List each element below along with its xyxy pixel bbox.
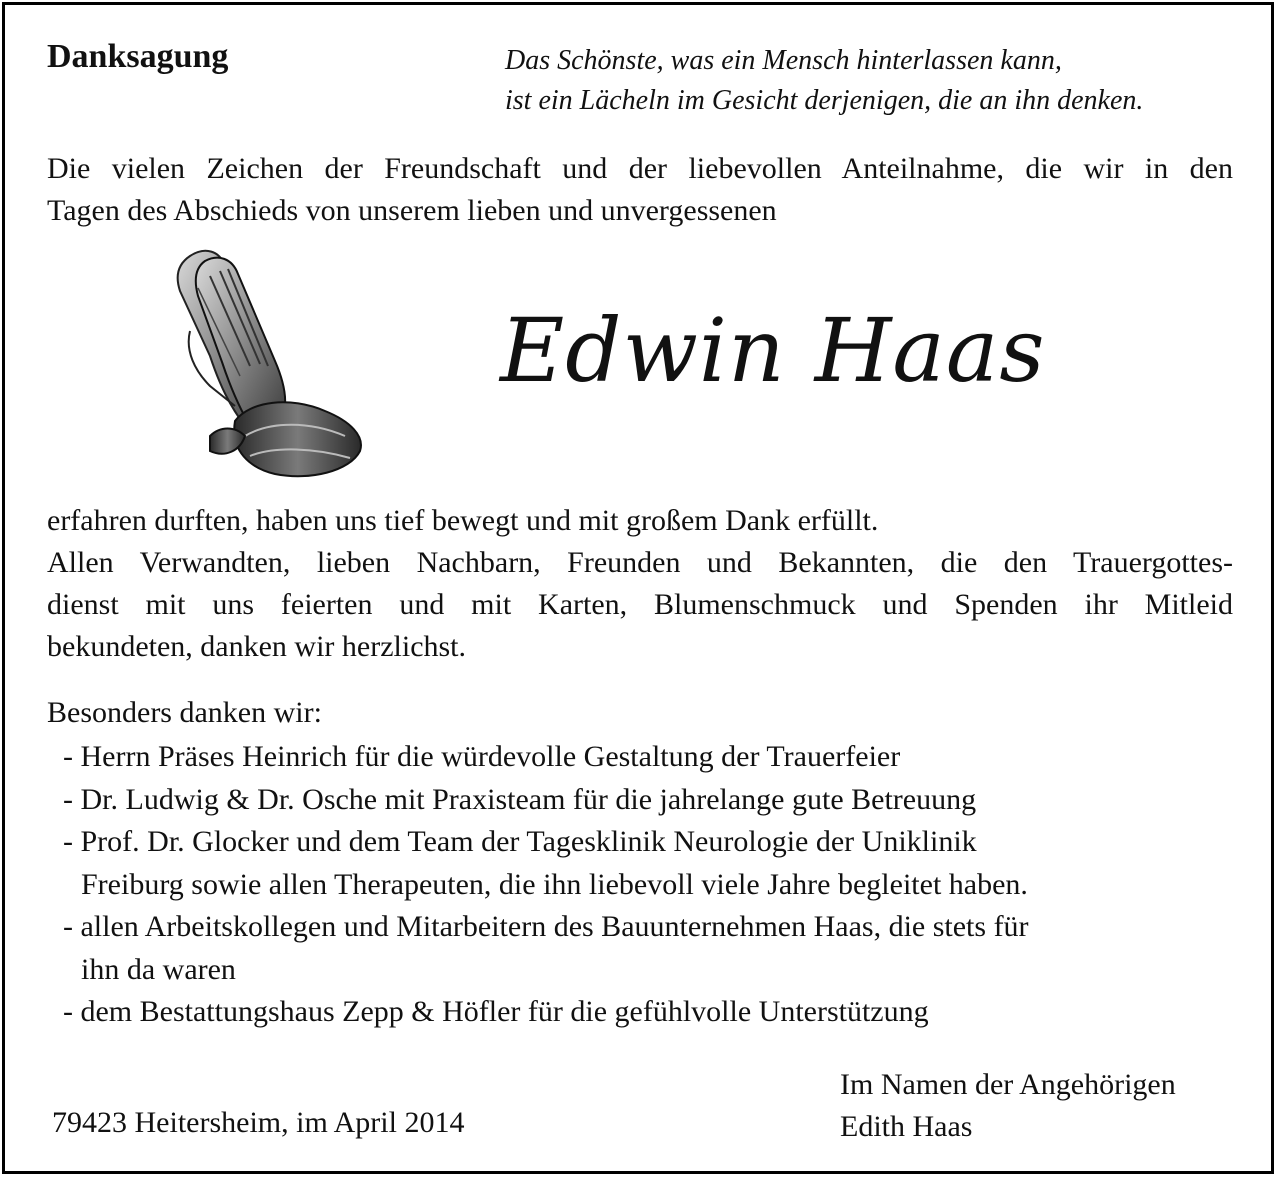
heading-title: Danksagung — [47, 38, 229, 75]
intro-line: Tagen des Abschieds von unserem lieben und unvergessenen — [47, 194, 777, 227]
body-line: Allen Verwandten, lieben Nachbarn, Freunden und Bekannten, die den Trauergottes- — [47, 546, 1233, 579]
signature-line: Edith Haas — [840, 1110, 973, 1143]
thanks-title: Besonders danken wir: — [47, 696, 322, 729]
list-item: - Dr. Ludwig & Dr. Osche mit Praxisteam für die jahrelange gute Betreuung — [63, 782, 977, 816]
list-item: Freiburg sowie allen Therapeuten, die ihn liebevoll viele Jahre begleitet haben. — [81, 867, 1028, 901]
signature-line: Im Namen der Angehörigen — [840, 1068, 1176, 1101]
body-line: dienst mit uns feierten und mit Karten, Blumenschmuck und Spenden ihr Mitleid — [47, 588, 1233, 621]
signature-block — [840, 1064, 1176, 1148]
intro-line: Die vielen Zeichen der Freundschaft und der liebevollen Anteilnahme, die wir in den — [47, 152, 1233, 185]
list-item: - allen Arbeitskollegen und Mitarbeitern des Bauunternehmen Haas, die stets für — [63, 910, 1029, 943]
deceased-name: Edwin Haas — [500, 299, 1046, 402]
body-paragraph — [47, 500, 1233, 668]
quote-line: Das Schönste, was ein Mensch hinterlassen kann, — [505, 45, 1062, 76]
list-item: - dem Bestattungshaus Zepp & Höfler für die gefühlvolle Unterstützung — [63, 995, 929, 1028]
praying-hands-icon — [150, 236, 400, 496]
body-line: erfahren durften, haben uns tief bewegt und mit großem Dank erfüllt. — [47, 504, 879, 537]
body-line: bekundeten, danken wir herzlichst. — [47, 630, 467, 663]
list-item: ihn da waren — [81, 952, 236, 986]
quote-line: ist ein Lächeln im Gesicht derjenigen, die an ihn denken. — [505, 85, 1144, 116]
list-item: - Herrn Präses Heinrich für die würdevolle Gestaltung der Trauerfeier — [63, 740, 901, 773]
intro-paragraph — [47, 148, 1233, 232]
list-item: - Prof. Dr. Glocker und dem Team der Tagesklinik Neurologie der Uniklinik — [63, 825, 977, 858]
thanks-list — [63, 736, 1029, 1034]
place-date: 79423 Heitersheim, im April 2014 — [52, 1106, 465, 1139]
quote-block — [505, 41, 1143, 121]
